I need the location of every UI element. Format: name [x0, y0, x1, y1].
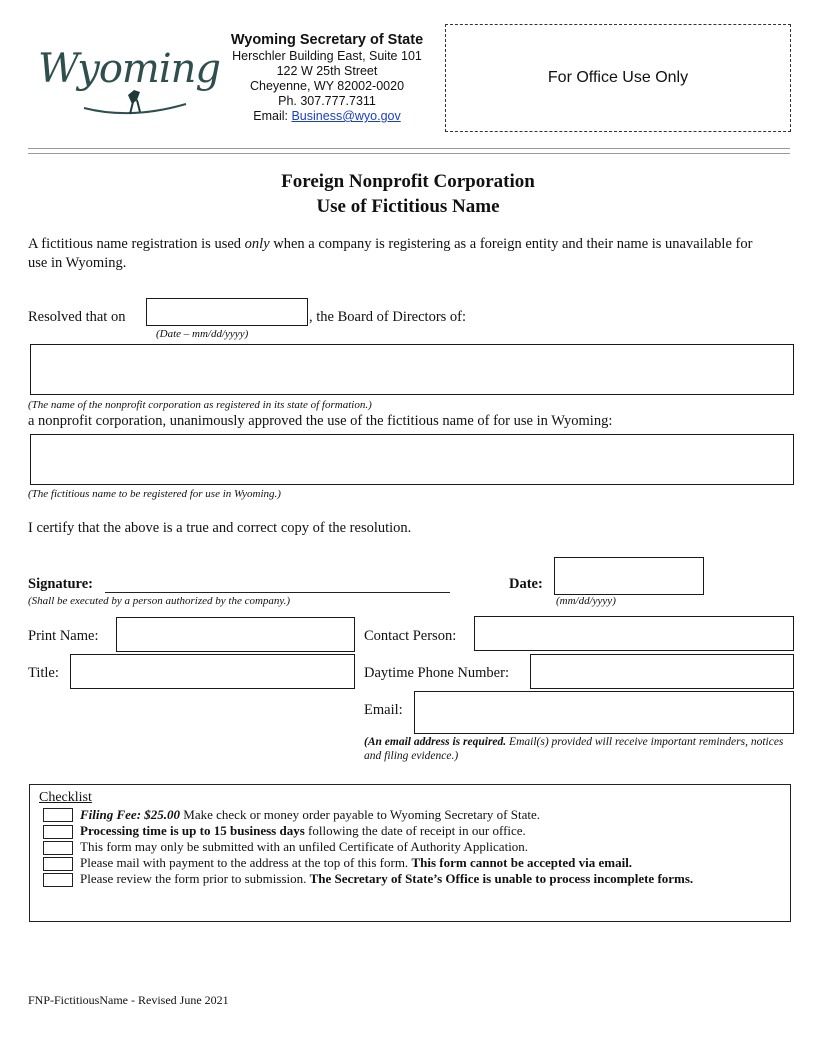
checklist-item-5-text: Please review the form prior to submission.: [80, 871, 310, 886]
email-required-rest: Email(s) provided will receive important reminders, notices and filing evidence.): [364, 736, 784, 762]
form-revision: FNP-FictitiousName - Revised June 2021: [28, 993, 229, 1007]
office-email-line: [214, 109, 440, 124]
approval-text: a nonprofit corporation, unanimously approved the use of the fictitious name of for use in Wyoming:: [28, 413, 613, 429]
checklist-checkbox-1[interactable]: [43, 808, 73, 822]
contact-email-input[interactable]: [414, 691, 794, 734]
intro-paragraph: [28, 235, 768, 272]
corporation-name-input[interactable]: [30, 344, 794, 395]
email-required-bold: (An email address is required.: [364, 736, 507, 748]
office-name: Wyoming Secretary of State: [230, 32, 424, 48]
office-email-link[interactable]: Business@wyo.gov: [291, 109, 401, 123]
office-phone: Ph. 307.777.7311: [278, 94, 376, 108]
resolution-date-input[interactable]: [146, 298, 308, 326]
office-use-label: For Office Use Only: [547, 69, 689, 86]
wyoming-logo: [36, 40, 221, 130]
checklist-item-1: [80, 807, 540, 823]
checklist-item-2-bold: Processing time is up to 15 business days: [80, 823, 305, 838]
checklist-checkbox-5[interactable]: [43, 873, 73, 887]
corporation-name-hint: (The name of the nonprofit corporation as registered in its state of formation.): [28, 399, 372, 411]
form-title-line-1: Foreign Nonprofit Corporation: [281, 171, 535, 192]
intro-emphasis: only: [244, 236, 270, 252]
header-divider-top: [28, 148, 790, 149]
checklist-heading: Checklist: [39, 790, 92, 805]
fictitious-name-hint: (The fictitious name to be registered for use in Wyoming.): [28, 488, 281, 500]
checklist-item-5: [80, 871, 693, 887]
checklist-item-2: [80, 823, 526, 839]
signature-date-label: Date:: [509, 576, 543, 592]
resolution-date-hint: (Date – mm/dd/yyyy): [156, 328, 249, 340]
header-divider-bottom: [28, 153, 790, 154]
checklist-item-2-text: following the date of receipt in our office.: [304, 823, 526, 838]
logo-wordmark: Wyoming: [38, 46, 221, 92]
checklist-item-3: [80, 839, 528, 855]
office-email-label: Email:: [253, 109, 292, 123]
signature-label: Signature:: [28, 576, 93, 592]
daytime-phone-label: Daytime Phone Number:: [364, 665, 509, 681]
signature-date-input[interactable]: [554, 557, 704, 595]
daytime-phone-input[interactable]: [530, 654, 794, 689]
checklist-item-4-bold: This form cannot be accepted via email.: [411, 855, 633, 870]
resolved-suffix: , the Board of Directors of:: [309, 309, 467, 325]
checklist-item-1-bold: Filing Fee: $25.00: [80, 807, 181, 822]
email-required-note: [364, 736, 784, 763]
office-address-block: [214, 32, 440, 124]
checklist-item-4-text: Please mail with payment to the address at the top of this form.: [80, 855, 412, 870]
title-input[interactable]: [70, 654, 355, 689]
checklist-item-3-text: This form may only be submitted with an unfiled Certificate of Authority Application.: [80, 839, 529, 854]
signature-line[interactable]: [105, 592, 450, 593]
address-line-3: Cheyenne, WY 82002-0020: [249, 79, 405, 93]
print-name-label: Print Name:: [28, 628, 99, 644]
certify-statement: I certify that the above is a true and correct copy of the resolution.: [28, 520, 412, 536]
print-name-input[interactable]: [116, 617, 355, 652]
address-line-1: Herschler Building East, Suite 101: [232, 49, 422, 63]
contact-person-label: Contact Person:: [364, 628, 457, 644]
checklist-item-4: [80, 855, 632, 871]
title-label: Title:: [28, 665, 59, 681]
intro-text-2: when a company is registering as a foreign entity and their name is unavailable for use in Wyoming.: [28, 236, 753, 271]
checklist-checkbox-2[interactable]: [43, 825, 73, 839]
fictitious-name-input[interactable]: [30, 434, 794, 485]
contact-person-input[interactable]: [474, 616, 794, 651]
address-line-2: 122 W 25th Street: [276, 64, 378, 78]
office-use-box: [445, 24, 791, 132]
signature-date-hint: (mm/dd/yyyy): [556, 595, 616, 607]
resolved-prefix: Resolved that on: [28, 309, 126, 325]
signature-hint: (Shall be executed by a person authorized by the company.): [28, 595, 291, 607]
checklist-item-5-bold: The Secretary of State’s Office is unable to process incomplete forms.: [309, 871, 694, 886]
checklist-checkbox-3[interactable]: [43, 841, 73, 855]
form-title: [0, 169, 816, 219]
checklist-checkbox-4[interactable]: [43, 857, 73, 871]
intro-text-1: A fictitious name registration is used: [28, 236, 245, 252]
contact-email-label: Email:: [364, 702, 403, 718]
form-title-line-2: Use of Fictitious Name: [316, 196, 500, 217]
checklist-item-1-text: Make check or money order payable to Wyoming Secretary of State.: [180, 807, 540, 822]
